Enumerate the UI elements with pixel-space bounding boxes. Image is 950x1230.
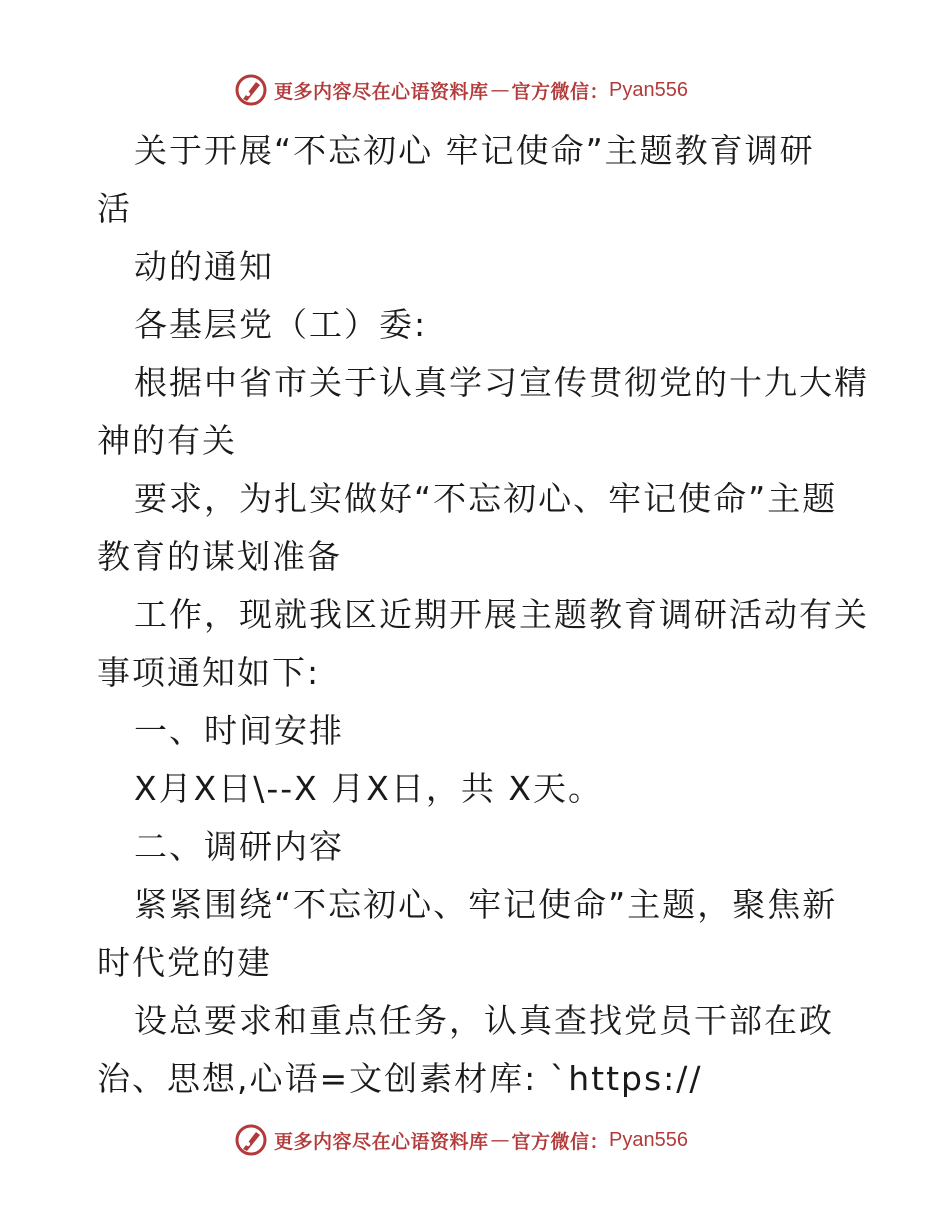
watermark-banner-bottom: [234, 1120, 714, 1160]
doc-paragraph-line: 设总要求和重点任务，认真查找党员干部在政: [134, 1001, 834, 1040]
watermark-banner-top: [234, 70, 714, 110]
watermark-brand-text: 更多内容尽在心语资料库: [274, 80, 489, 103]
doc-paragraph-line: 治、思想,心语=文创素材库: `https://: [97, 1059, 703, 1098]
doc-paragraph-line: 时代党的建: [97, 943, 272, 982]
doc-salutation: 各基层党（工）委:: [134, 305, 428, 344]
document-body: [97, 122, 869, 1108]
quill-pen-circle-icon: [234, 73, 268, 107]
doc-title-line-3: 动的通知: [134, 247, 274, 286]
doc-paragraph-line: 神的有关: [97, 421, 237, 460]
doc-paragraph-line: 要求，为扎实做好“不忘初心、牢记使命”主题: [134, 479, 838, 518]
watermark-wechat-label: 官方微信：: [511, 80, 610, 103]
watermark-separator: —: [490, 79, 510, 101]
watermark-brand-text: 更多内容尽在心语资料库: [274, 1130, 489, 1153]
doc-section-heading-content: 二、调研内容: [134, 827, 344, 866]
doc-paragraph-line: 工作，现就我区近期开展主题教育调研活动有关: [134, 595, 869, 634]
watermark-wechat-handle: Pyan556: [609, 78, 688, 101]
doc-paragraph-line: 根据中省市关于认真学习宣传贯彻党的十九大精: [134, 363, 869, 402]
quill-pen-circle-icon: [234, 1123, 268, 1157]
watermark-wechat-label: 官方微信：: [511, 1130, 610, 1153]
doc-paragraph-line: X月X日\--X 月X日，共 X天。: [134, 769, 603, 808]
watermark-separator: —: [490, 1129, 510, 1151]
doc-title-line-2: 活: [97, 189, 132, 228]
watermark-wechat-handle: Pyan556: [609, 1128, 688, 1151]
doc-title-line-1: 关于开展“不忘初心 牢记使命”主题教育调研: [134, 131, 815, 170]
doc-paragraph-line: 事项通知如下:: [97, 653, 321, 692]
doc-paragraph-line: 紧紧围绕“不忘初心、牢记使命”主题，聚焦新: [134, 885, 838, 924]
doc-paragraph-line: 教育的谋划准备: [97, 537, 342, 576]
doc-section-heading-schedule: 一、时间安排: [134, 711, 344, 750]
